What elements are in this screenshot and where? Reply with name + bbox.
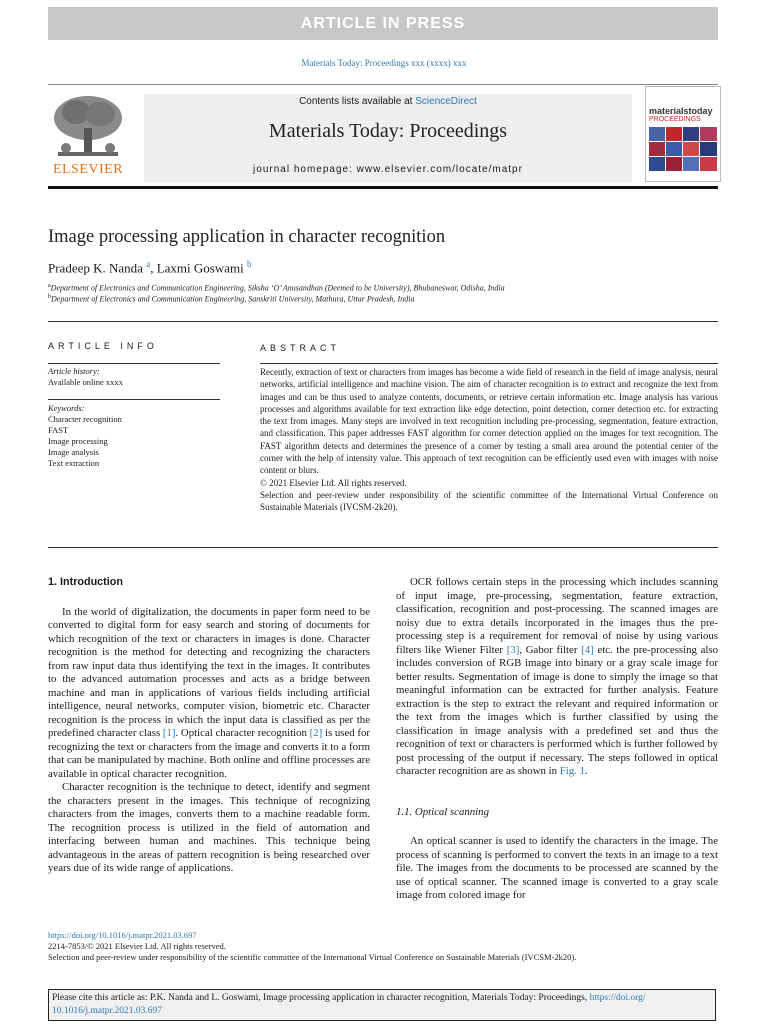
intro-paragraph-2: Character recognition is the technique to detect, identify and segment the characters present in the images. This technique of recognizing characters from the images, converts them to a machine readable form. The recognition process is utilized in the field of automation and interfacing between human and machines. This technique being advantageous in the areas of pattern recognition is being researched over years due of its wide range of applications.	[48, 781, 370, 874]
paper-title: Image processing application in character recognition	[48, 227, 446, 247]
affiliation-marker[interactable]: b	[246, 259, 252, 269]
journal-homepage	[144, 164, 632, 175]
article-history	[48, 366, 220, 388]
affiliation-a-label: a	[48, 283, 51, 289]
text-run: . Optical character recognition	[175, 727, 310, 739]
keyword-item: Image processing	[48, 436, 108, 446]
abstract-end-divider	[48, 547, 718, 548]
ocr-paragraph	[396, 576, 718, 779]
elsevier-logo[interactable]	[48, 92, 128, 180]
cite-this-article-box	[48, 989, 716, 1021]
keyword-item: Text extraction	[48, 458, 100, 468]
header-divider	[48, 84, 718, 85]
cover-brand: materialstoday	[649, 106, 713, 116]
introduction-heading: 1. Introduction	[48, 576, 123, 588]
affiliation-b	[48, 294, 414, 304]
abstract-body: Recently, extraction of text or characters from images has become a wide field of research in the field of image analysis, neural networks, artificial intelligence and machine vision. The aim of character recognition is to extract and recognize the text from images and can be thus used to analyze contents, documents, or retrieve certain information etc. Image analysis has various processes and algorithms available for text extraction like edge detection, point detection, corner detection etc. for extracting the text from images. Many steps are involved in text recognition including pre-processing, segmentation, feature extraction, and classification. This paper addresses FAST algorithm for corner detection applied on the images for text recognition. The FAST algorithm detects and determines the presence of a corner by testing a small area around the potential center of the corner with the help of intensity value. This approach of text recognition can be efficiently used even with images with noise content or blurs.	[260, 367, 718, 476]
keyword-item: Image analysis	[48, 447, 99, 457]
text-run: , Gabor filter	[519, 643, 582, 656]
scanning-paragraph: An optical scanner is used to identify the characters in the image. The process of scanning is performed to convert the texts in an image to a text file. The images from the documents to be processed are scanned by the use of optical scanner. The scanned image is converted to a gray scale image from colored image for	[396, 835, 718, 901]
publisher-name: ELSEVIER	[52, 162, 124, 177]
keyword-item: Character recognition	[48, 414, 122, 424]
keyword-item: FAST	[48, 425, 69, 435]
reference-link-4[interactable]: [4]	[581, 643, 594, 656]
intro-paragraph-1	[48, 606, 370, 782]
journal-title: Materials Today: Proceedings	[268, 120, 508, 142]
issn-line: 2214-7853/© 2021 Elsevier Ltd. All rights reserved.	[48, 941, 226, 951]
history-heading: Article history:	[48, 366, 100, 376]
article-in-press-banner: ARTICLE IN PRESS	[48, 7, 718, 40]
page-footer	[48, 930, 576, 963]
cite-text: Please cite this article as: P.K. Nanda and L. Goswami, Image processing application in character recognition, Materials Today: Proceedings,	[52, 993, 590, 1003]
author-separator: ,	[150, 260, 157, 276]
cite-doi-link[interactable]: 10.1016/j.matpr.2021.03.697	[52, 1006, 163, 1016]
right-column	[396, 576, 718, 903]
abstract-review: Selection and peer-review under responsibility of the scientific committee of the International Virtual Conference on Sustainable Materials (IVCSM-2k20).	[260, 489, 718, 513]
keywords-divider	[48, 399, 220, 400]
elsevier-tree-icon	[48, 92, 128, 164]
author-name[interactable]: Pradeep K. Nanda	[48, 260, 143, 276]
sciencedirect-link[interactable]: ScienceDirect	[415, 96, 477, 107]
cover-subbrand: PROCEEDINGS	[649, 116, 701, 123]
abstract-text	[260, 366, 718, 514]
journal-cover-thumbnail[interactable]	[645, 86, 721, 182]
doi-link[interactable]: https://doi.org/10.1016/j.matpr.2021.03.697	[48, 930, 197, 940]
text-run: is used for recognizing the text or characters from the image and converts it to a form that can be manipulated by machine. Both online and offline processes are available in optical character recognition.	[48, 727, 371, 780]
masthead-rule	[48, 186, 718, 189]
abstract-label: ABSTRACT	[260, 343, 341, 353]
contents-available	[144, 96, 632, 107]
affiliation-a-text: Department of Electronics and Communication Engineering, Siksha ‘O’ Anusandhan (Deemed to be University), Bhubaneswar, Odisha, India	[50, 283, 505, 293]
section-divider	[48, 321, 718, 322]
journal-masthead	[144, 94, 632, 182]
text-run: OCR follows certain steps in the processing which includes scanning of input image, pre-processing, segmentation, feature extraction, classification, recognition and post-processing. The scanned images are noisy due to extra details incorporated in the images thus the pre-processing step is a requirement for removal of noise by using various filters like Wiener Filter	[396, 576, 718, 656]
article-info-label: ARTICLE INFO	[48, 341, 158, 351]
keywords-heading: Keywords:	[48, 403, 85, 413]
homepage-link[interactable]: www.elsevier.com/locate/matpr	[356, 164, 523, 175]
text-run: .	[584, 765, 588, 777]
footer-review: Selection and peer-review under responsibility of the scientific committee of the International Virtual Conference on Sustainable Materials (IVCSM-2k20).	[48, 952, 577, 962]
author-list	[48, 259, 251, 276]
text-run: etc. the pre-processing also includes conversion of RGB image into binary or a gray scale image for better results. Segmentation of image is done to simply the image so that meaningful information can be extracted for further analysis. Feature extraction is the step to extract the relevant and required information or the text from the images which is further classified by using the classification in image analysis with a predefined set and thus the recognition of text or characters is performed which is further followed by post processing of the output if necessary. The steps followed in optical character recognition are as shown in	[396, 643, 718, 777]
reference-link-2[interactable]: [2]	[309, 727, 323, 739]
homepage-prefix: journal homepage:	[253, 164, 357, 175]
reference-link-1[interactable]: [1]	[162, 727, 176, 739]
cover-image-icon	[649, 127, 717, 173]
journal-citation-link[interactable]: Materials Today: Proceedings xxx (xxxx) xxx	[301, 58, 467, 68]
abstract-copyright: © 2021 Elsevier Ltd. All rights reserved.	[260, 477, 407, 488]
affiliation-b-text: Department of Electronics and Communication Engineering, Sanskriti University, Mathura, Uttar Pradesh, India	[51, 294, 415, 304]
author-name[interactable]: Laxmi Goswami	[156, 260, 244, 276]
figure-link-1[interactable]: Fig. 1	[559, 765, 585, 777]
affiliation-a	[48, 283, 505, 293]
text-run: In the world of digitalization, the documents in paper form need to be converted to digital form for easy search and storing of documents for which recognition of the text or characters in images is done. Character recognition is the method for detecting and recognizing the characters from raw input data thus identifying the text in the images. It contributes to the advanced automation processes and acts as a bridge between machine and man in applications of various fields including artificial intelligence, neural networks, computer vision, biometric etc. Character recognition is the process in which the input data is classified as per the predefined character class	[48, 605, 370, 739]
abstract-divider	[260, 363, 718, 364]
affiliation-b-label: b	[48, 294, 51, 300]
affiliation-marker[interactable]: a	[146, 259, 151, 269]
left-column	[48, 576, 370, 876]
info-divider	[48, 363, 220, 364]
reference-link-3[interactable]: [3]	[506, 643, 520, 656]
contents-prefix: Contents lists available at	[299, 96, 416, 107]
cite-doi-link[interactable]: https://doi.org/	[589, 993, 646, 1003]
keywords-block	[48, 403, 220, 469]
optical-scanning-heading: 1.1. Optical scanning	[396, 805, 489, 818]
history-value: Available online xxxx	[48, 377, 123, 387]
